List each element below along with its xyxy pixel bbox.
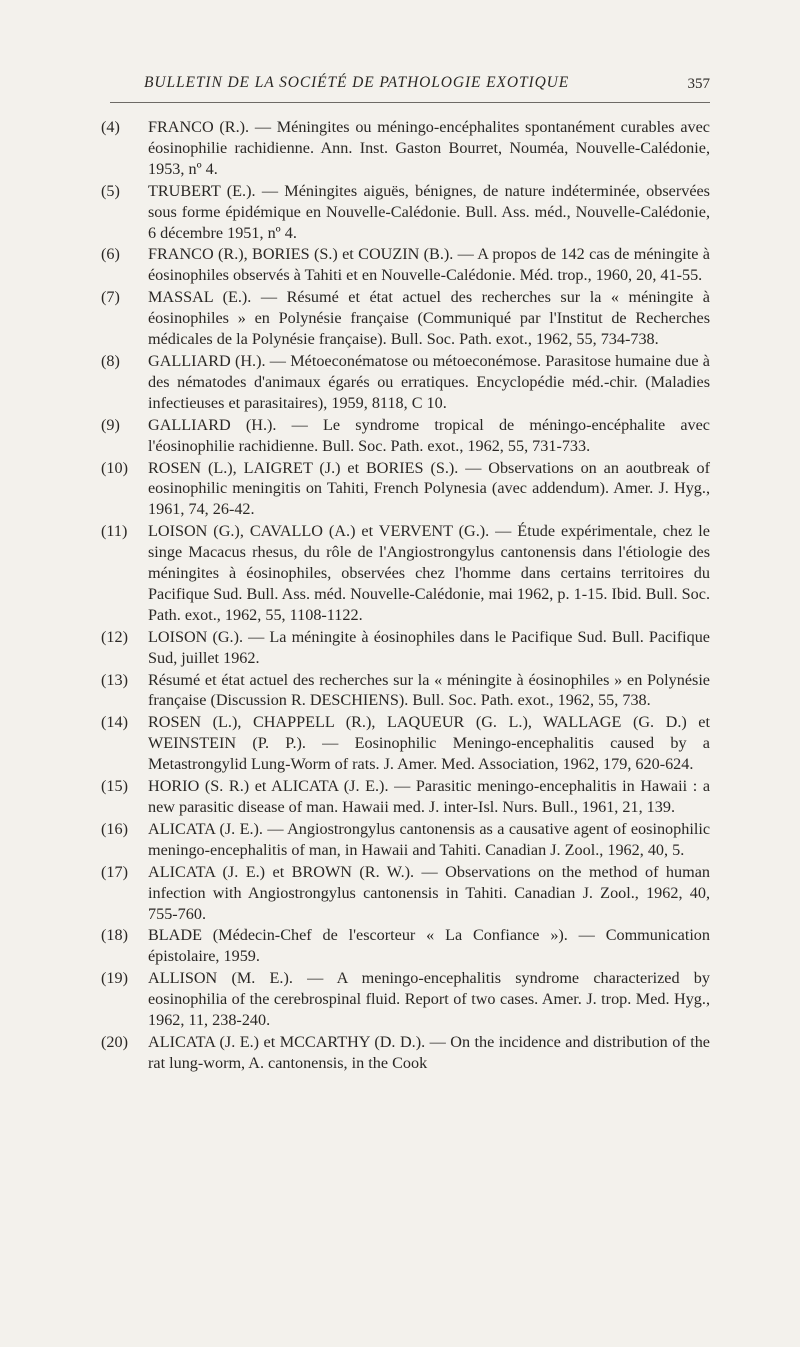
reference-list — [101, 117, 710, 1075]
reference-text: ALLISON (M. E.). — A meningo-encephalitis syndrome characterized by eosinophilia of the cerebrospinal fluid. Report of two cases. Amer. J. trop. Med. Hyg., 1962, 11, 238-240. — [148, 969, 710, 1030]
reference-number: (10) — [101, 458, 128, 477]
reference-text: TRUBERT (E.). — Méningites aiguës, bénignes, de nature indéterminée, observées sous forme épidémique en Nouvelle-Calédonie. Bull. Ass. méd., Nouvelle-Calédonie, 6 décembre 1951, nº 4. — [148, 181, 710, 242]
reference-text: HORIO (S. R.) et ALICATA (J. E.). — Parasitic meningo-encephalitis in Hawaii : a new parasitic disease of man. Hawaii med. J. inter-Isl. Nurs. Bull., 1961, 21, 139. — [148, 777, 710, 816]
reference-number: (17) — [101, 862, 128, 881]
reference-text: LOISON (G.), CAVALLO (A.) et VERVENT (G.). — Étude expérimentale, chez le singe Macacus rhesus, du rôle de l'Angiostrongylus cantonensis dans l'étiologie des méningites à éosinophiles, observées chez l'homme dans certains territoires du Pacifique Sud. Bull. Ass. méd. Nouvelle-Calédonie, mai 1962, p. 1-15. Ibid. Bull. Soc. Path. exot., 1962, 55, 1108-1122. — [148, 522, 710, 624]
reference-item — [101, 925, 710, 967]
reference-number: (16) — [101, 819, 128, 838]
reference-text: GALLIARD (H.). — Métoeconématose ou métoeconémose. Parasitose humaine due à des nématodes d'animaux égarés ou erratiques. Encyclopédie méd.-chir. (Maladies infectieuses et parasitaires), 1959, 8118, C 10. — [148, 351, 710, 412]
reference-number: (9) — [101, 415, 120, 434]
page-header — [110, 66, 710, 103]
running-title: BULLETIN DE LA SOCIÉTÉ DE PATHOLOGIE EXOTIQUE — [144, 74, 570, 91]
reference-number: (12) — [101, 627, 128, 646]
reference-text: Résumé et état actuel des recherches sur la « méningite à éosinophiles » en Polynésie française (Discussion R. DESCHIENS). Bull. Soc. Path. exot., 1962, 55, 738. — [148, 670, 710, 710]
reference-item — [101, 1032, 710, 1074]
reference-item — [101, 244, 710, 286]
reference-text: BLADE (Médecin-Chef de l'escorteur « La Confiance »). — Communication épistolaire, 1959. — [148, 926, 710, 966]
reference-number: (7) — [101, 288, 120, 307]
reference-number: (8) — [101, 351, 120, 370]
reference-text: MASSAL (E.). — Résumé et état actuel des recherches sur la « méningite à éosinophiles » en Polynésie française (Communiqué par l'Institut de Recherches médicales de la Polynésie française). Bull. Soc. Path. exot., 1962, 55, 734-738. — [148, 288, 710, 349]
reference-item — [101, 458, 710, 521]
reference-number: (19) — [101, 969, 128, 988]
reference-item — [101, 521, 710, 626]
reference-item — [101, 862, 710, 925]
reference-item — [101, 117, 710, 180]
reference-number: (20) — [101, 1032, 128, 1051]
page-number: 357 — [687, 76, 710, 92]
reference-item — [101, 181, 710, 244]
reference-text: ROSEN (L.), CHAPPELL (R.), LAQUEUR (G. L.), WALLAGE (G. D.) et WEINSTEIN (P. P.). — Eosinophilic Meningo-encephalitis caused by a Metastrongylid Lung-Worm of rats. J. Amer. Med. Association, 1962, 179, 620-624. — [148, 713, 710, 774]
reference-item — [101, 712, 710, 775]
reference-item — [101, 415, 710, 457]
reference-item — [101, 670, 710, 712]
reference-item — [101, 968, 710, 1031]
reference-number: (6) — [101, 245, 120, 264]
reference-text: ALICATA (J. E.) et BROWN (R. W.). — Observations on the method of human infection with Angiostrongylus cantonensis in Tahiti. Canadian J. Zool., 1962, 40, 755-760. — [148, 862, 710, 923]
reference-number: (13) — [101, 670, 128, 689]
reference-item — [101, 819, 710, 861]
reference-number: (15) — [101, 777, 128, 796]
reference-text: ALICATA (J. E.). — Angiostrongylus cantonensis as a causative agent of eosinophilic meningo-encephalitis of man, in Hawaii and Tahiti. Canadian J. Zool., 1962, 40, 5. — [148, 819, 710, 859]
reference-item — [101, 287, 710, 350]
reference-text: ALICATA (J. E.) et MCCARTHY (D. D.). — On the incidence and distribution of the rat lung-worm, A. cantonensis, in the Cook — [148, 1032, 710, 1072]
reference-number: (11) — [101, 522, 128, 541]
reference-number: (18) — [101, 926, 128, 945]
reference-text: GALLIARD (H.). — Le syndrome tropical de méningo-encéphalite avec l'éosinophilie rachidienne. Bull. Soc. Path. exot., 1962, 55, 731-733. — [148, 415, 710, 455]
reference-item — [101, 351, 710, 414]
reference-item — [101, 776, 710, 818]
reference-number: (5) — [101, 181, 120, 200]
reference-text: FRANCO (R.), BORIES (S.) et COUZIN (B.). — A propos de 142 cas de méningite à éosinophiles observés à Tahiti et en Nouvelle-Calédonie. Méd. trop., 1960, 20, 41-55. — [148, 245, 710, 285]
reference-text: LOISON (G.). — La méningite à éosinophiles dans le Pacifique Sud. Bull. Pacifique Sud, juillet 1962. — [148, 627, 710, 667]
reference-item — [101, 627, 710, 669]
reference-number: (4) — [101, 118, 120, 136]
reference-number: (14) — [101, 713, 128, 732]
reference-text: FRANCO (R.). — Méningites ou méningo-encéphalites spontanément curables avec éosinophilie rachidienne. Ann. Inst. Gaston Bourret, Nouméa, Nouvelle-Calédonie, 1953, nº 4. — [148, 118, 710, 178]
reference-text: ROSEN (L.), LAIGRET (J.) et BORIES (S.). — Observations on an aoutbreak of eosinophilic meningitis on Tahiti, French Polynesia (avec addendum). Amer. J. Hyg., 1961, 74, 26-42. — [148, 458, 710, 519]
